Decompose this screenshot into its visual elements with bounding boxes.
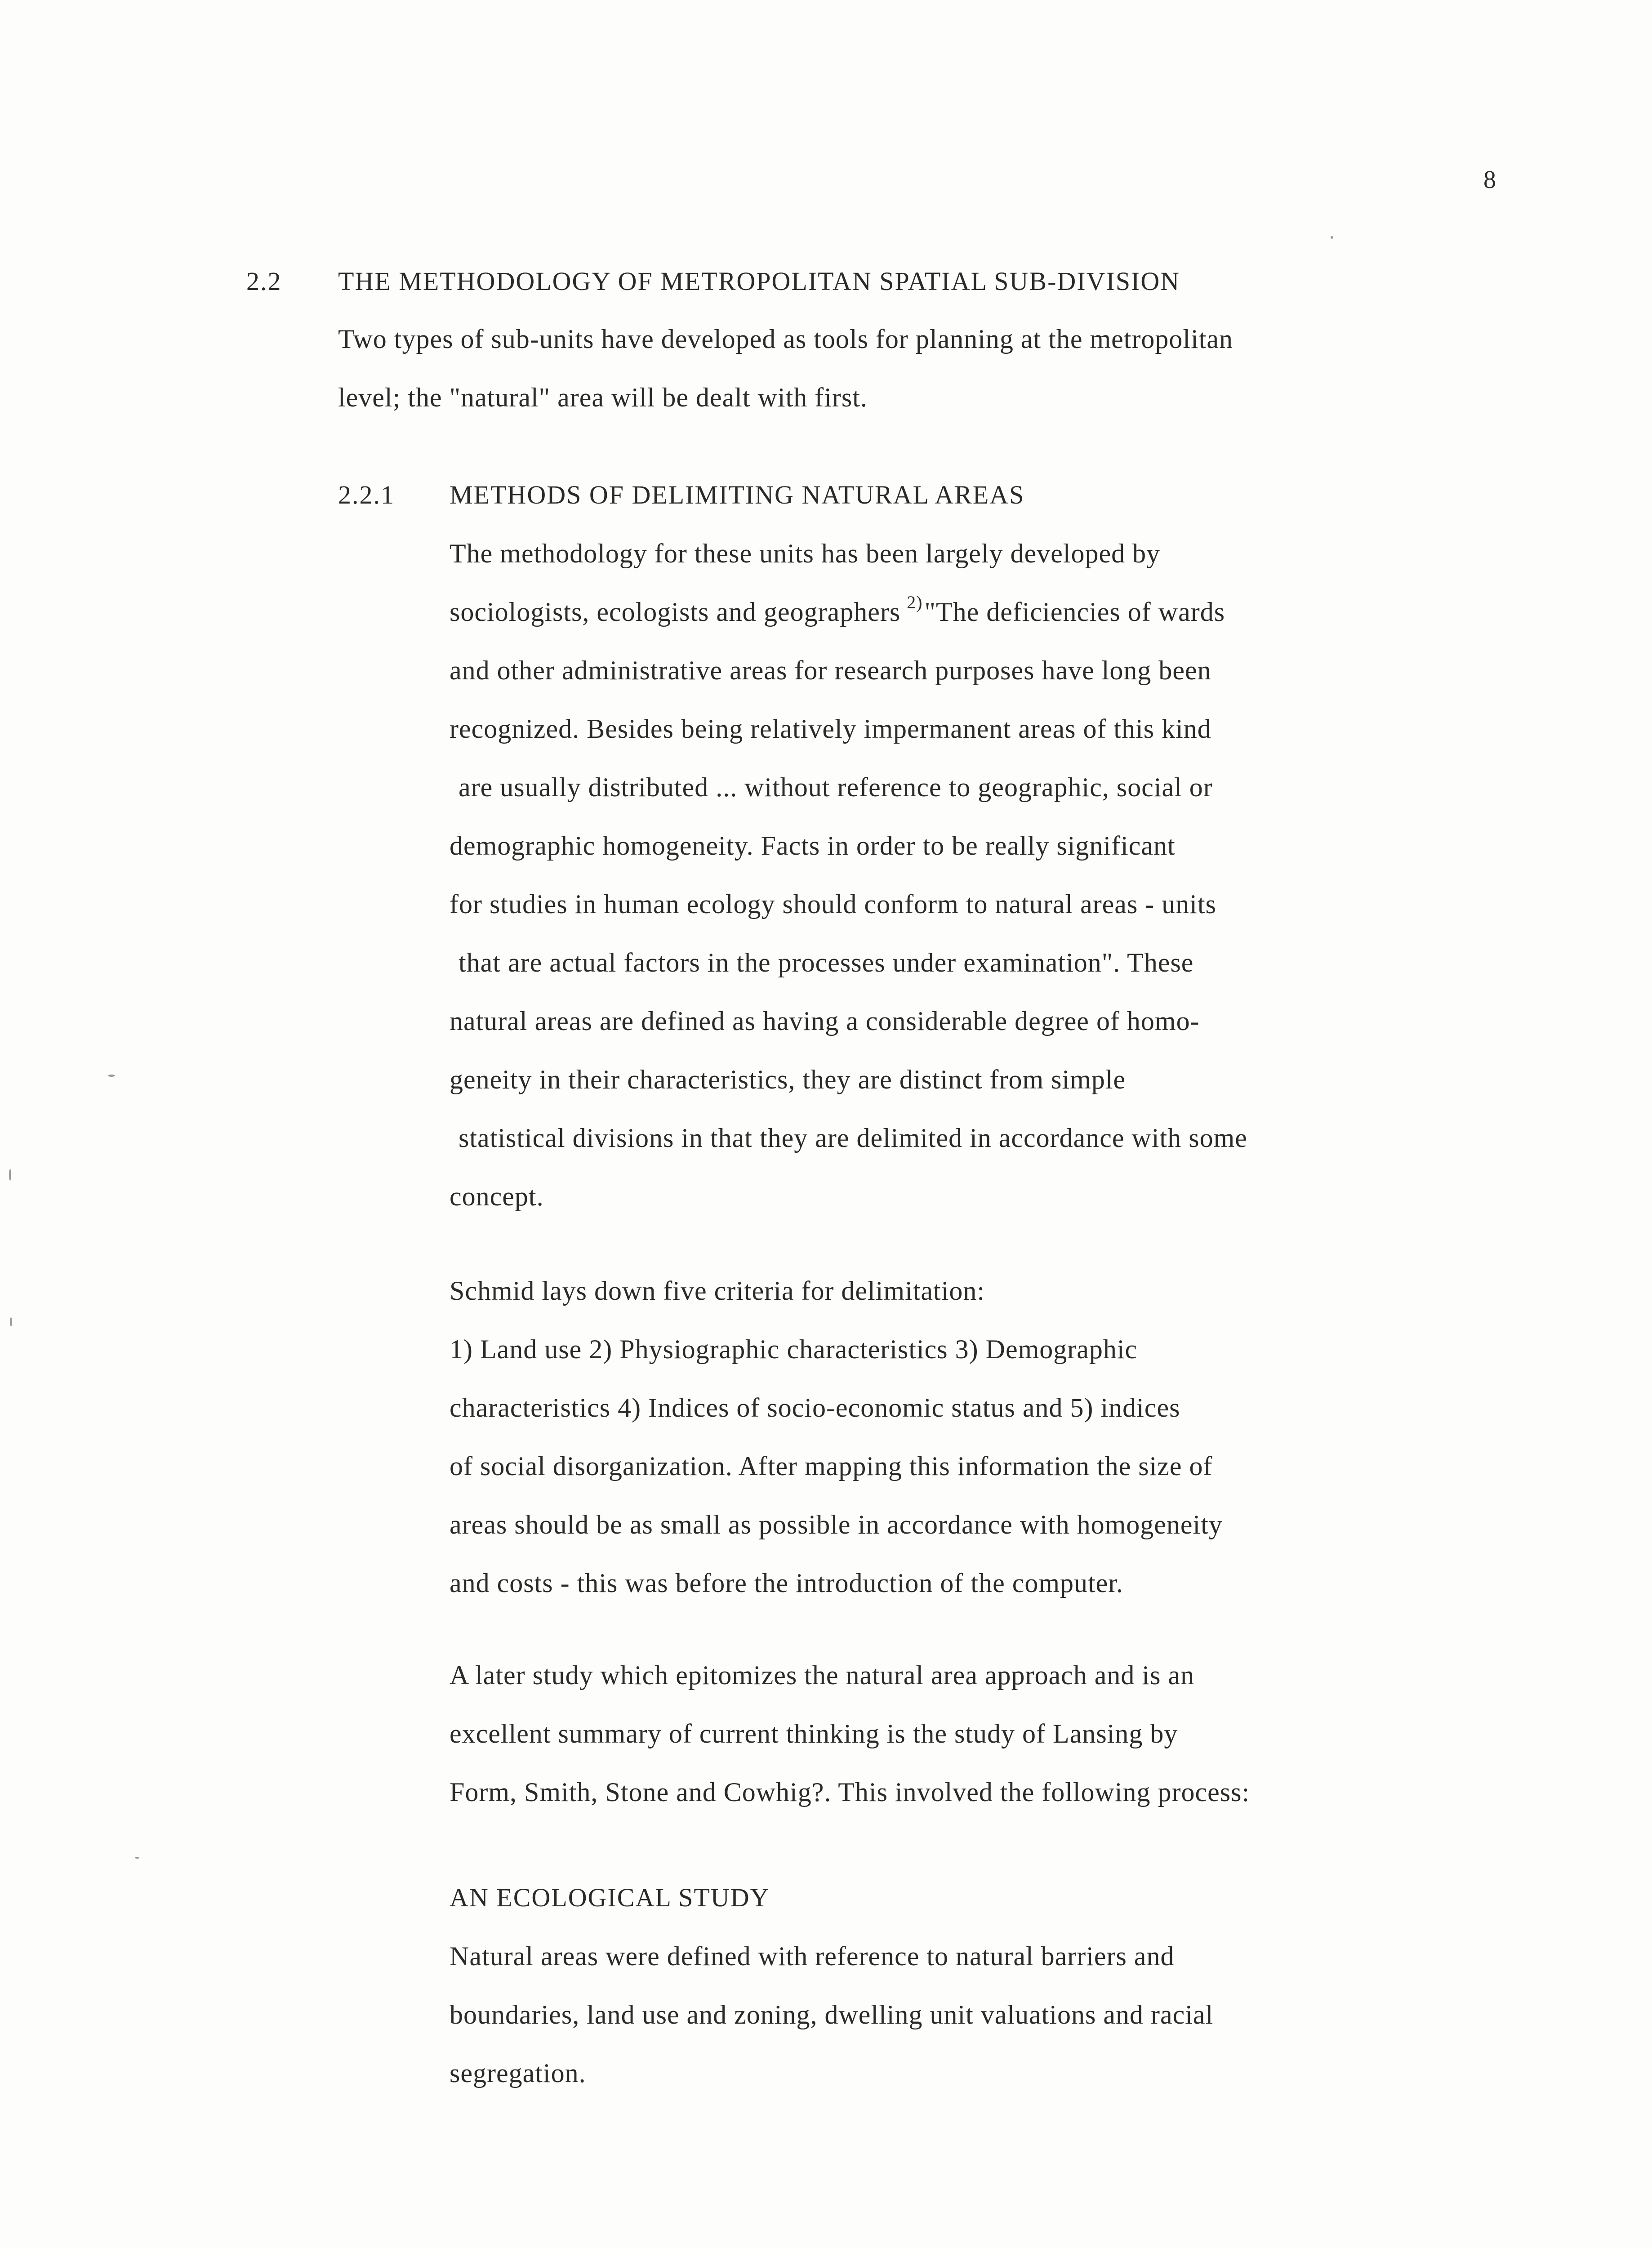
eco-line-3: segregation. <box>450 2058 586 2088</box>
ecological-study-heading: AN ECOLOGICAL STUDY <box>450 1883 770 1912</box>
p1-line-8: that are actual factors in the processes under examination". These <box>459 948 1194 977</box>
intro-line-2: level; the "natural" area will be dealt with first. <box>338 383 868 412</box>
p1-line-1: The methodology for these units has been largely developed by <box>450 539 1161 568</box>
p1-line-2-text: sociologists, ecologists and geographers <box>450 597 901 627</box>
p2-line-3: characteristics 4) Indices of socio-economic status and 5) indices <box>450 1393 1180 1423</box>
p2-line-5: areas should be as small as possible in accordance with homogeneity <box>450 1510 1223 1539</box>
p1-line-7: for studies in human ecology should conform to natural areas - units <box>450 889 1216 919</box>
p1-line-12: concept. <box>450 1182 544 1211</box>
p1-line-10: geneity in their characteristics, they are distinct from simple <box>450 1065 1126 1094</box>
p2-line-4: of social disorganization. After mapping this information the size of <box>450 1451 1213 1481</box>
p1-line-2 <box>450 592 1225 631</box>
eco-line-1: Natural areas were defined with reference to natural barriers and <box>450 1941 1175 1971</box>
p3-line-3: Form, Smith, Stone and Cowhig?. This involved the following process: <box>450 1777 1250 1807</box>
p1-line-6: demographic homogeneity. Facts in order to be really significant <box>450 831 1176 861</box>
p1-line-3: and other administrative areas for research purposes have long been <box>450 656 1211 685</box>
p1-line-2-quote: "The deficiencies of wards <box>924 597 1225 627</box>
p2-line-1: Schmid lays down five criteria for delimitation: <box>450 1276 985 1306</box>
p1-line-9: natural areas are defined as having a considerable degree of homo- <box>450 1006 1200 1036</box>
scan-speck <box>10 1317 12 1326</box>
scan-speck <box>9 1169 11 1181</box>
p3-line-2: excellent summary of current thinking is the study of Lansing by <box>450 1719 1178 1748</box>
section-title: THE METHODOLOGY OF METROPOLITAN SPATIAL SUB-DIVISION <box>338 267 1180 296</box>
scan-speck <box>108 1075 115 1077</box>
subsection-title: METHODS OF DELIMITING NATURAL AREAS <box>450 480 1025 509</box>
subsection-number: 2.2.1 <box>338 480 395 509</box>
scan-speck <box>1331 236 1333 239</box>
p1-line-4: recognized. Besides being relatively impermanent areas of this kind <box>450 714 1211 744</box>
page-number: 8 <box>1483 166 1496 194</box>
p3-line-1: A later study which epitomizes the natural area approach and is an <box>450 1660 1195 1690</box>
p1-line-5: are usually distributed ... without reference to geographic, social or <box>459 772 1213 802</box>
p2-line-6: and costs - this was before the introduction of the computer. <box>450 1568 1123 1598</box>
intro-line-1: Two types of sub-units have developed as tools for planning at the metropolitan <box>338 324 1233 354</box>
eco-line-2: boundaries, land use and zoning, dwelling unit valuations and racial <box>450 2000 1214 2029</box>
p2-line-2: 1) Land use 2) Physiographic characteristics 3) Demographic <box>450 1334 1138 1364</box>
footnote-ref-2: 2) <box>907 592 923 612</box>
section-number: 2.2 <box>246 267 282 296</box>
scan-speck <box>135 1857 139 1859</box>
p1-line-11: statistical divisions in that they are delimited in accordance with some <box>459 1123 1247 1153</box>
